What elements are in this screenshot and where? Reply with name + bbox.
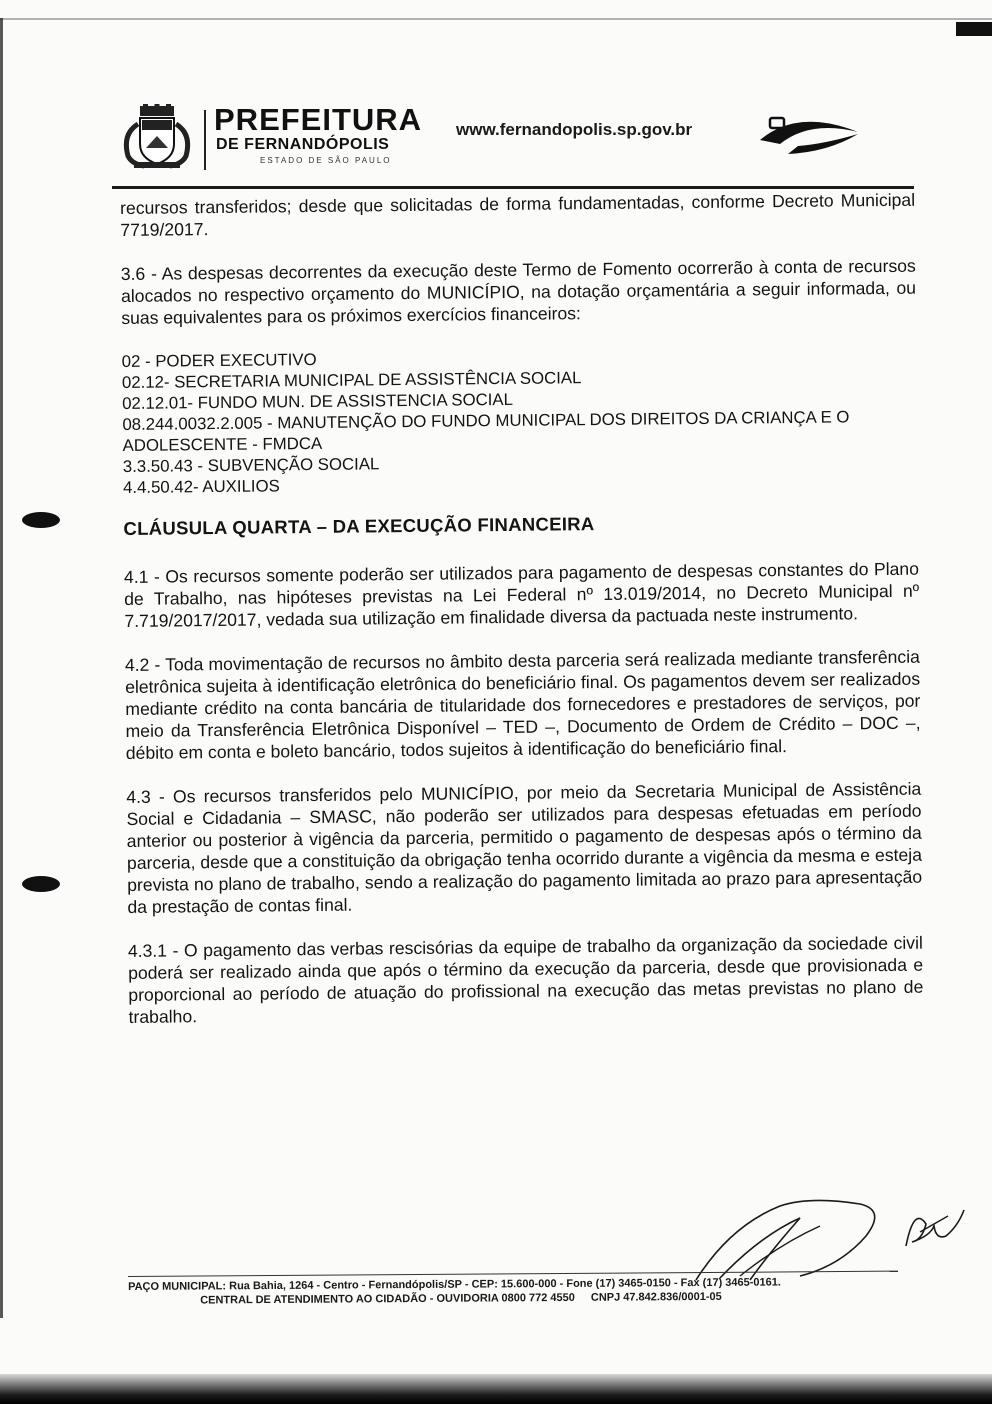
paragraph-4-3-1: 4.3.1 - O pagamento das verbas rescisórias da equipe de trabalho da organização da sociedade civil poderá ser realizado ainda que após o término da execução da parceria, desde que provisionada e proporcional ao período de atuação do profissional na execução das metas previstas no plano de trabalho. (127, 932, 924, 1027)
swoosh-logo-icon (758, 104, 858, 160)
list-item: 3.3.50.43 - SUBVENÇÃO SOCIAL (122, 454, 380, 476)
clause-title: CLÁUSULA QUARTA – DA EXECUÇÃO FINANCEIRA (123, 513, 595, 539)
paragraph-4-3: 4.3 - Os recursos transferidos pelo MUNICÍPIO, por meio da Secretaria Municipal de Assistência Social e Cidadania – SMASC, não poderão ser utilizados para despesas efetuadas em período anterior ou posterior à vigência da parceria, permitido o pagamento de despesas após o término da parceria, desde que a constituição da obrigação tenha ocorrido durante a vigência da mesma e esteja prevista no plano de trabalho, sendo a realização do pagamento limitada ao prazo para apresentação da prestação de contas final. (126, 778, 923, 917)
punch-hole (22, 512, 60, 528)
scan-corner-mark (956, 22, 992, 36)
paragraph-continued: recursos transferidos; desde que solicitadas de forma fundamentadas, conforme Decreto Municipal 7719/2017. (120, 189, 916, 240)
letterhead (118, 100, 898, 180)
list-item: 08.244.0032.2.005 - MANUTENÇÃO DO FUNDO MUNICIPAL DOS DIREITOS DA CRIANÇA E O ADOLESCENTE - FMDCA (122, 407, 850, 455)
list-item: 02.12.01- FUNDO MUN. DE ASSISTENCIA SOCIAL (122, 389, 513, 413)
footer-cnpj: CNPJ 47.842.836/0001-05 (590, 1290, 722, 1304)
footer-ombudsman: CENTRAL DE ATENDIMENTO AO CIDADÃO - OUVIDORIA 0800 772 4550 (200, 1291, 575, 1307)
footer-address: PAÇO MUNICIPAL: Rua Bahia, 1264 - Centro - Fernandópolis/SP - CEP: 15.600-000 - Fone (17) 3465-0150 - Fax (17) 3465-0161. (128, 1276, 781, 1293)
document-body (120, 189, 924, 1028)
scan-edge-left (0, 18, 3, 1318)
paragraph-4-1: 4.1 - Os recursos somente poderão ser utilizados para pagamento de despesas constantes do Plano de Trabalho, nas hipóteses previstas na Lei Federal nº 13.019/2014, no Decreto Municipal nº 7.719/2017/2017, vedada sua utilização em finalidade diversa da pactuada neste instrumento. (123, 558, 920, 631)
list-item: 4.4.50.42- AUXILIOS (122, 476, 280, 497)
state-name: ESTADO DE SÃO PAULO (260, 156, 392, 165)
paragraph-4-2: 4.2 - Toda movimentação de recursos no âmbito desta parceria será realizada mediante transferência eletrônica sujeita à identificação eletrônica do beneficiário final. Os pagamentos devem ser realizados mediante crédito na conta bancária de titularidade dos fornecedores e prestadores de serviços, por meio da Transferência Eletrônica Disponível – TED –, Documento de Ordem de Crédito – DOC –, débito em conta e boleto bancário, todos sujeitos à identificação do beneficiário final. (124, 646, 921, 763)
coat-of-arms-icon (118, 104, 196, 170)
city-name: DE FERNANDÓPOLIS (216, 136, 390, 153)
scan-bottom-band (0, 1374, 992, 1404)
city-hall-title: PREFEITURA (214, 102, 423, 137)
website-link[interactable]: www.fernandopolis.sp.gov.br (456, 120, 693, 139)
list-item: 02.12- SECRETARIA MUNICIPAL DE ASSISTÊNCIA SOCIAL (121, 368, 582, 392)
initials-icon (900, 1196, 970, 1256)
scan-edge-top (0, 18, 992, 20)
header-rule (112, 186, 914, 189)
brand-divider (204, 110, 206, 170)
list-item: 02 - PODER EXECUTIVO (121, 349, 317, 371)
paragraph-3-6: 3.6 - As despesas decorrentes da execução deste Termo de Fomento ocorrerão à conta de recursos alocados no respectivo orçamento do MUNICÍPIO, na dotação orçamentária a seguir informada, ou suas equivalentes para os próximos exercícios financeiros: (120, 255, 917, 328)
page-footer (128, 1271, 898, 1308)
punch-hole (22, 876, 60, 892)
budget-allocation-list (122, 343, 918, 498)
